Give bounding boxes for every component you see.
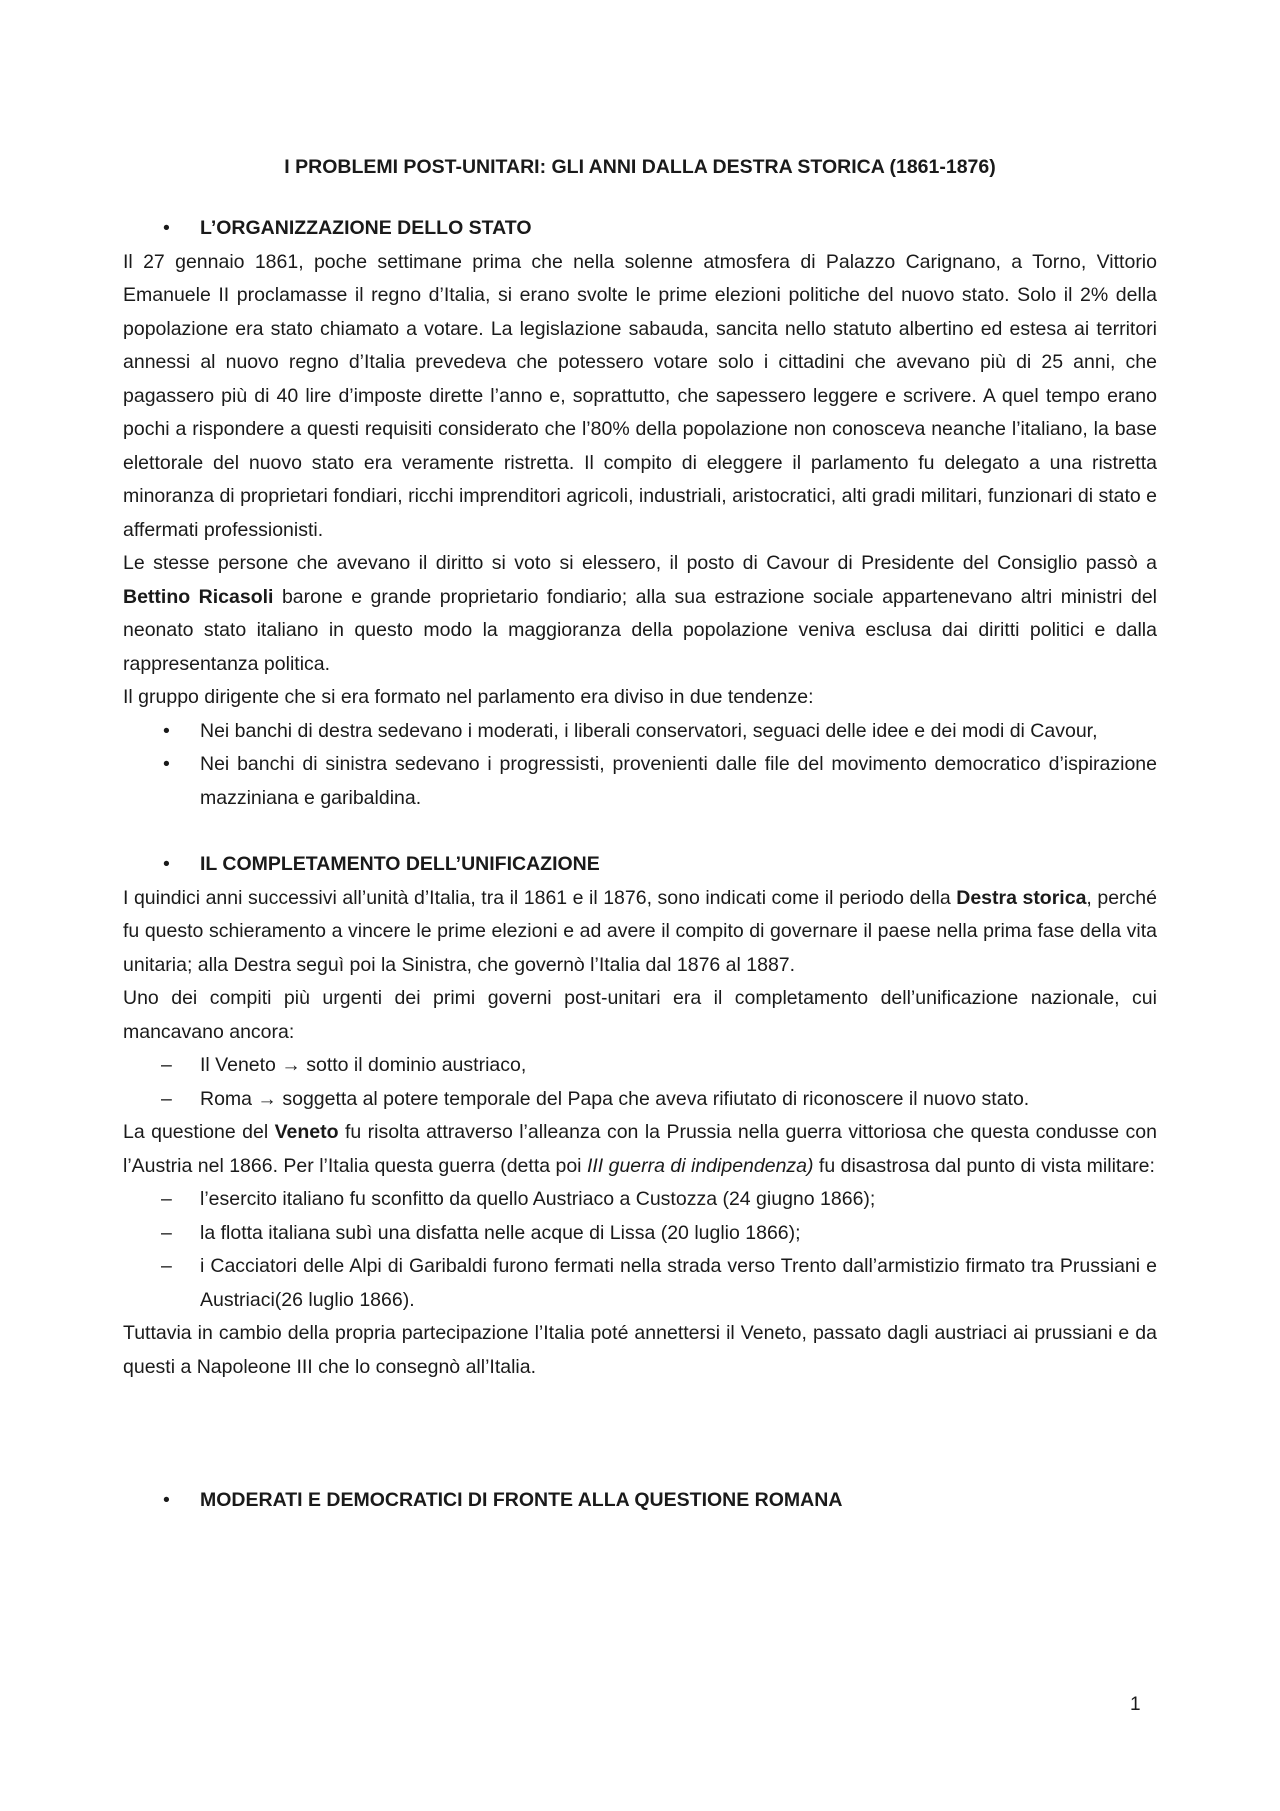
bullet-icon: • [163, 753, 170, 775]
dash-icon: – [161, 1054, 172, 1076]
bullet-icon: • [163, 217, 170, 239]
list-item: – l’esercito italiano fu sconfitto da quello Austriaco a Custozza (24 giugno 1866); [123, 1183, 1157, 1217]
bullet-icon: • [163, 719, 170, 742]
paragraph: Le stesse persone che avevano il diritto si voto si elessero, il posto di Cavour di Presidente del Consiglio passò a Bettino Ricasoli barone e grande proprietario fondiario; alla sua estrazione sociale appartenevano altri ministri del neonato stato italiano in questo modo la maggioranza della popolazione veniva esclusa dai diritti politici e dalla rappresentanza politica. [123, 552, 1157, 675]
paragraph: Il gruppo dirigente che si era formato nel parlamento era diviso in due tendenze: [123, 686, 814, 708]
list-item: – Roma → soggetta al potere temporale del Papa che aveva rifiutato di riconoscere il nuovo stato. [123, 1083, 1157, 1117]
section-heading-text: MODERATI E DEMOCRATICI DI FRONTE ALLA QUESTIONE ROMANA [200, 1489, 843, 1511]
section-heading-organizzazione [123, 212, 1157, 246]
dash-icon: – [161, 1087, 172, 1110]
paragraph: Tuttavia in cambio della propria partecipazione l’Italia poté annettersi il Veneto, passato dagli austriaci ai prussiani e da questi a Napoleone III che lo consegnò all’Italia. [123, 1322, 1157, 1378]
dash-icon: – [161, 1188, 172, 1210]
bullet-icon: • [163, 853, 170, 875]
dash-icon: – [161, 1255, 172, 1277]
page-number: 1 [1130, 1694, 1141, 1715]
list-item: – Il Veneto → sotto il dominio austriaco, [123, 1049, 1157, 1083]
section-heading-questione-romana [123, 1484, 1157, 1518]
paragraph: Uno dei compiti più urgenti dei primi governi post-unitari era il completamento dell’unificazione nazionale, cui mancavano ancora: [123, 987, 1157, 1043]
italic-term: III guerra di indipendenza) [586, 1154, 814, 1177]
paragraph: Il 27 gennaio 1861, poche settimane prima che nella solenne atmosfera di Palazzo Carignano, a Torno, Vittorio Emanuele II proclamasse il regno d’Italia, si erano svolte le prime elezioni politiche del nuovo stato. Solo il 2% della popolazione era stato chiamato a votare. La legislazione sabauda, sancita nello statuto albertino ed estesa ai territori annessi al nuovo regno d’Italia prevedeva che potessero votare solo i cittadini che avevano più di 25 anni, che pagassero più di 40 lire d’imposte dirette l’anno e, soprattutto, che sapessero leggere e scrivere. A quel tempo erano pochi a rispondere a questi requisiti considerato che l’80% della popolazione non conosceva neanche l’italiano, la base elettorale del nuovo stato era veramente ristretta. Il compito di eleggere il parlamento fu delegato a una ristretta minoranza di proprietari fondiari, ricchi imprenditori agricoli, industriali, aristocratici, alti gradi militari, funzionari di stato e affermati professionisti. [123, 250, 1157, 541]
list-item: – i Cacciatori delle Alpi di Garibaldi furono fermati nella strada verso Trento dall’armistizio firmato tra Prussiani e Austriaci(26 luglio 1866). [123, 1250, 1157, 1317]
paragraph: I quindici anni successivi all’unità d’Italia, tra il 1861 e il 1876, sono indicati come il periodo della Destra storica, perché fu questo schieramento a vincere le prime elezioni e ad avere il compito di governare il paese nella prima fase della vita unitaria; alla Destra seguì poi la Sinistra, che governò l’Italia dal 1876 al 1887. [123, 886, 1157, 976]
list-item: • Nei banchi di sinistra sedevano i progressisti, provenienti dalle file del movimento democratico d’ispirazione mazziniana e garibaldina. [123, 748, 1157, 815]
bold-name: Bettino Ricasoli [123, 585, 274, 608]
bullet-icon: • [163, 1489, 170, 1511]
section-heading-completamento [123, 848, 1157, 882]
dash-icon: – [161, 1221, 172, 1244]
bold-term: Destra storica [956, 886, 1087, 909]
bold-term: Veneto [274, 1121, 339, 1143]
list-item: • Nei banchi di destra sedevano i moderati, i liberali conservatori, seguaci delle idee e dei modi di Cavour, [123, 715, 1157, 749]
page-content [123, 150, 1157, 1518]
document-title: I PROBLEMI POST-UNITARI: GLI ANNI DALLA DESTRA STORICA (1861-1876) [284, 156, 996, 178]
section-heading-text: IL COMPLETAMENTO DELL’UNIFICAZIONE [200, 853, 600, 875]
paragraph: La questione del Veneto fu risolta attraverso l’alleanza con la Prussia nella guerra vittoriosa che questa condusse con l’Austria nel 1866. Per l’Italia questa guerra (detta poi III guerra di indipendenza) fu disastrosa dal punto di vista militare: [123, 1121, 1157, 1177]
list-item: – la flotta italiana subì una disfatta nelle acque di Lissa (20 luglio 1866); [123, 1217, 1157, 1251]
section-heading-text: L’ORGANIZZAZIONE DELLO STATO [200, 217, 532, 239]
